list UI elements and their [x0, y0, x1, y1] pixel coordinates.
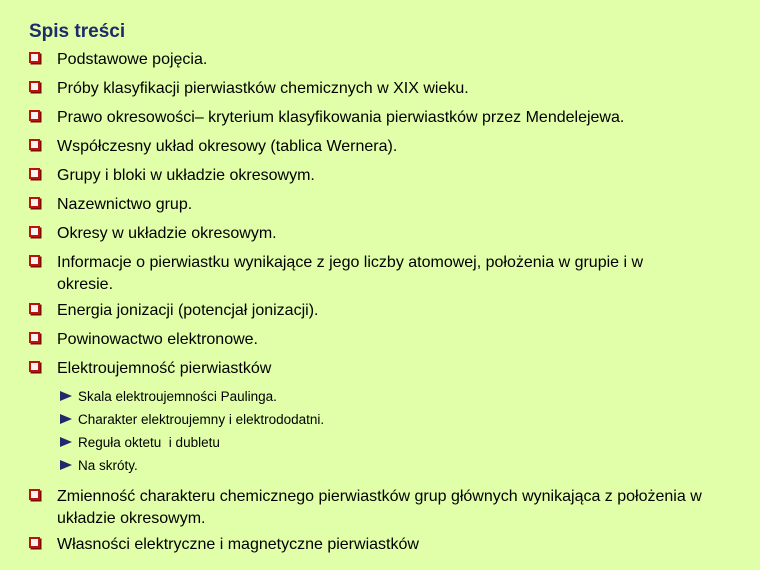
square-bullet-icon — [29, 52, 40, 63]
toc-item-10[interactable]: Powinowactwo elektronowe. — [57, 331, 258, 348]
toc-subitem-3[interactable]: Reguła oktetu i dubletu — [78, 435, 220, 450]
square-bullet-icon — [29, 226, 40, 237]
toc-item-11[interactable]: Elektroujemność pierwiastków — [57, 360, 272, 377]
triangle-arrow-icon — [60, 437, 72, 447]
slide-title: Spis treści — [29, 21, 126, 42]
square-bullet-icon — [29, 255, 40, 266]
toc-item-2[interactable]: Próby klasyfikacji pierwiastków chemicznych w XIX wieku. — [57, 80, 469, 97]
toc-item-3[interactable]: Prawo okresowości– kryterium klasyfikowania pierwiastków przez Mendelejewa. — [57, 109, 625, 126]
toc-item-12[interactable]: Zmienność charakteru chemicznego pierwiastków grup głównych wynikająca z położenia w układzie okresowym. — [57, 488, 702, 527]
square-bullet-icon — [29, 110, 40, 121]
triangle-arrow-icon — [60, 391, 72, 401]
toc-item-6[interactable]: Nazewnictwo grup. — [57, 196, 193, 213]
toc-subitem-1[interactable]: Skala elektroujemności Paulinga. — [78, 389, 277, 404]
toc-item-13[interactable]: Własności elektryczne i magnetyczne pierwiastków — [57, 536, 419, 553]
square-bullet-icon — [29, 139, 40, 150]
square-bullet-icon — [29, 537, 40, 548]
square-bullet-icon — [29, 332, 40, 343]
square-bullet-icon — [29, 361, 40, 372]
toc-item-5[interactable]: Grupy i bloki w układzie okresowym. — [57, 167, 315, 184]
square-bullet-icon — [29, 81, 40, 92]
square-bullet-icon — [29, 303, 40, 314]
square-bullet-icon — [29, 197, 40, 208]
toc-item-9[interactable]: Energia jonizacji (potencjał jonizacji). — [57, 302, 319, 319]
toc-item-8[interactable]: Informacje o pierwiastku wynikające z jego liczby atomowej, położenia w grupie i w okresie. — [57, 254, 644, 293]
toc-item-4[interactable]: Współczesny układ okresowy (tablica Wernera). — [57, 138, 398, 155]
toc-subitem-2[interactable]: Charakter elektroujemny i elektrododatni. — [78, 412, 325, 427]
toc-item-1[interactable]: Podstawowe pojęcia. — [57, 51, 208, 68]
triangle-arrow-icon — [60, 460, 72, 470]
toc-item-7[interactable]: Okresy w układzie okresowym. — [57, 225, 277, 242]
triangle-arrow-icon — [60, 414, 72, 424]
square-bullet-icon — [29, 168, 40, 179]
square-bullet-icon — [29, 489, 40, 500]
toc-subitem-4[interactable]: Na skróty. — [78, 458, 138, 473]
